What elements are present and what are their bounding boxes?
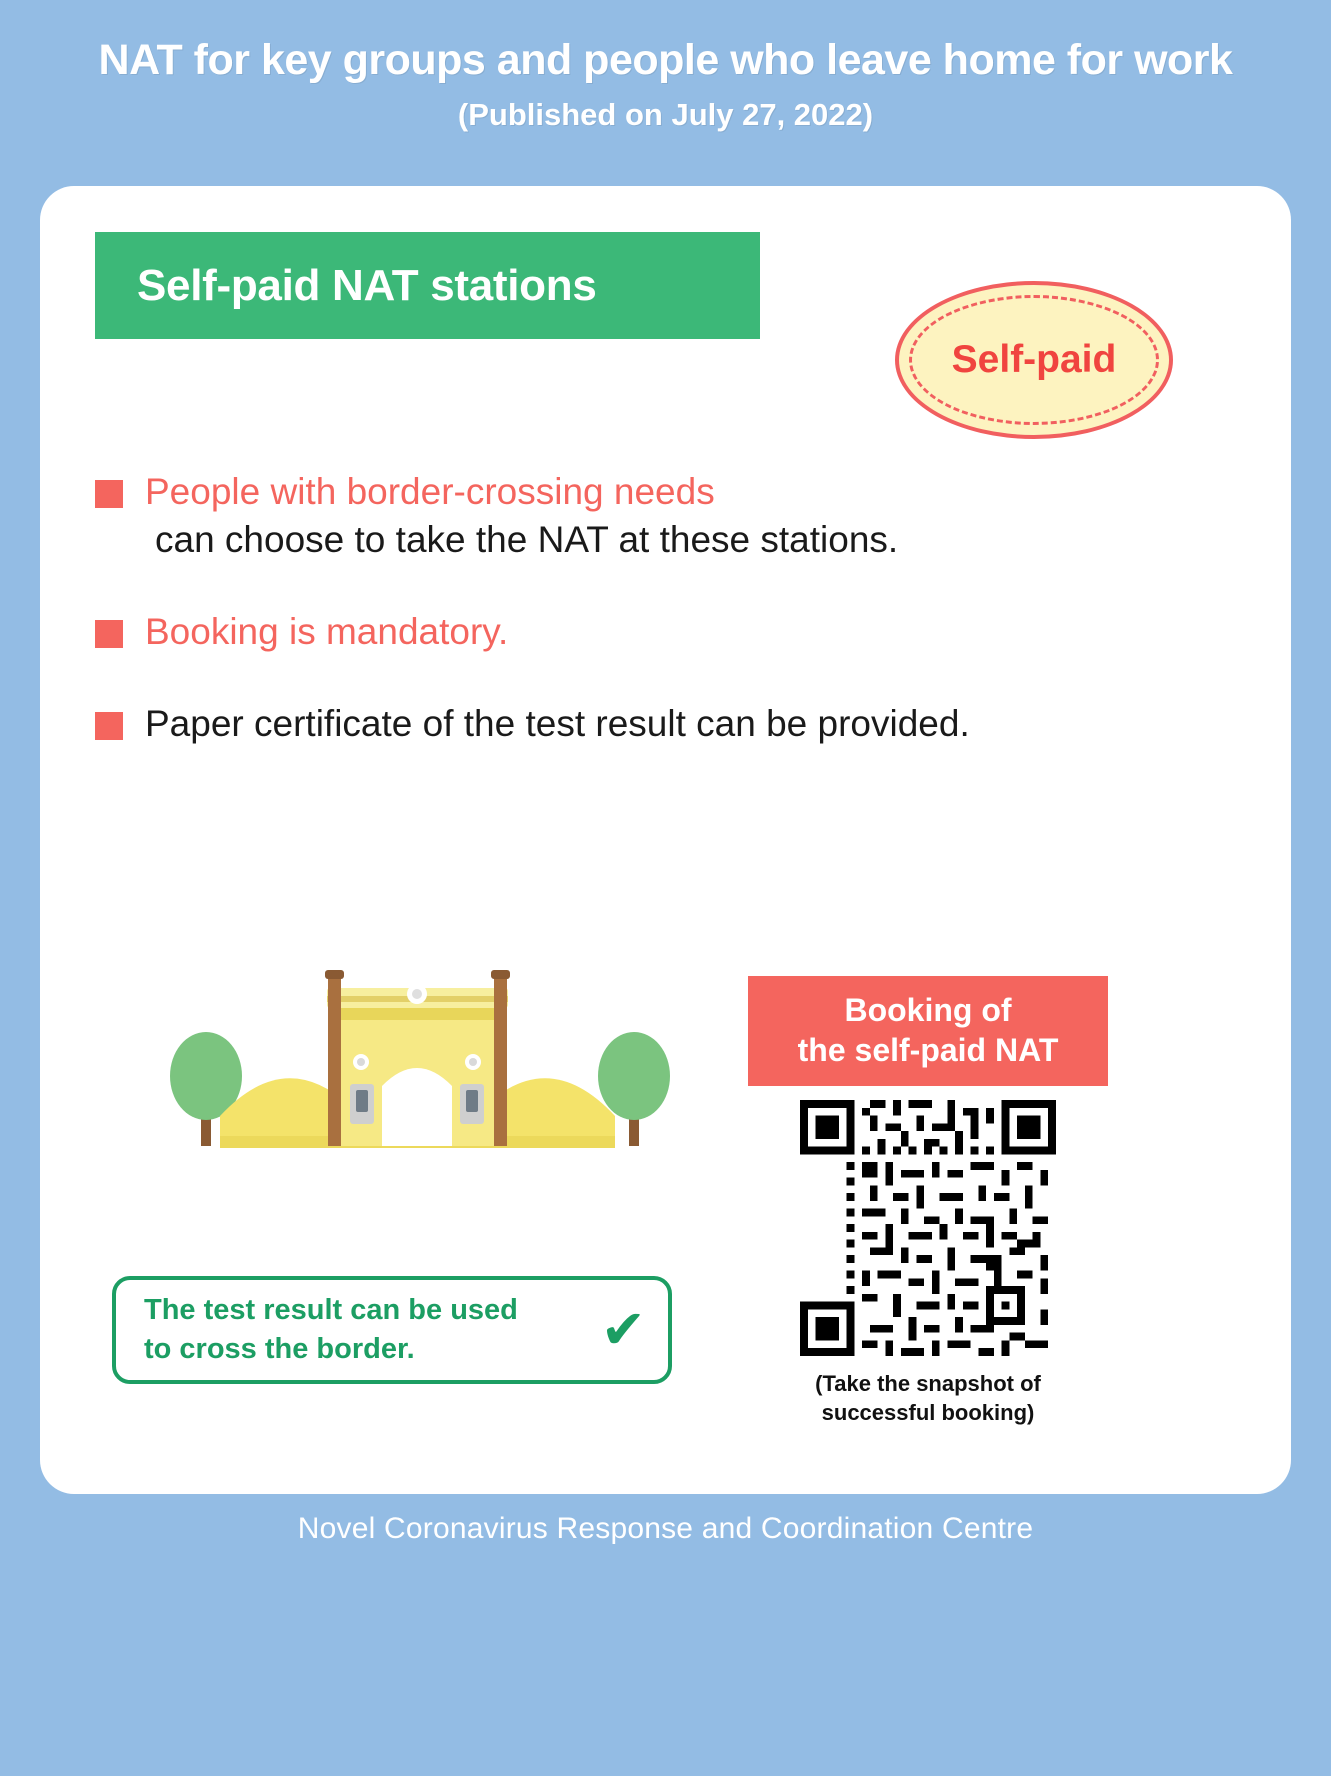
booking-banner <box>748 976 1108 1086</box>
bullet-text <box>145 608 508 656</box>
bullet-text <box>145 468 898 564</box>
bullet-square-icon <box>95 620 123 648</box>
result-callout-box <box>112 1276 672 1384</box>
section-banner <box>95 232 760 339</box>
page-title: NAT for key groups and people who leave home for work <box>98 36 1233 84</box>
bullet-accent-text: Booking is mandatory. <box>145 611 509 653</box>
booking-banner-line2: the self-paid NAT <box>797 1032 1059 1068</box>
qr-code-wrap <box>748 1100 1108 1356</box>
page-footer <box>0 1512 1331 1546</box>
bullet-text <box>145 700 970 748</box>
page-header <box>0 0 1331 133</box>
booking-banner-line1: Booking of <box>844 992 1012 1028</box>
page-subtitle: (Published on July 27, 2022) <box>457 97 874 133</box>
booking-note <box>748 1370 1108 1427</box>
bullet-rest-text: Paper certificate of the test result can be provided. <box>145 703 970 745</box>
bullet-square-icon <box>95 480 123 508</box>
bullet-square-icon <box>95 712 123 740</box>
list-item <box>95 608 1225 656</box>
bullet-list <box>95 468 1225 792</box>
bullet-rest-text: can choose to take the NAT at these stations. <box>155 519 899 561</box>
booking-note-line1: (Take the snapshot of <box>815 1371 1041 1396</box>
result-line2: to cross the border. <box>144 1333 415 1365</box>
content-card <box>40 186 1291 1494</box>
booking-note-line2: successful booking) <box>821 1399 1035 1425</box>
list-item <box>95 700 1225 748</box>
city-gate-illustration <box>145 966 690 1166</box>
self-paid-stamp <box>895 281 1173 439</box>
booking-block <box>748 976 1108 1427</box>
bullet-accent-text: People with border-crossing needs <box>145 471 715 512</box>
footer-text: Novel Coronavirus Response and Coordination Centre <box>297 1512 1034 1545</box>
result-callout-text <box>144 1291 518 1369</box>
check-mark-icon: ✔ <box>600 1300 646 1360</box>
qr-code-icon[interactable] <box>800 1100 1056 1356</box>
stamp-label: Self-paid <box>951 338 1117 381</box>
section-banner-label: Self-paid NAT stations <box>137 260 597 310</box>
result-line1: The test result can be used <box>144 1293 518 1326</box>
list-item <box>95 468 1225 564</box>
